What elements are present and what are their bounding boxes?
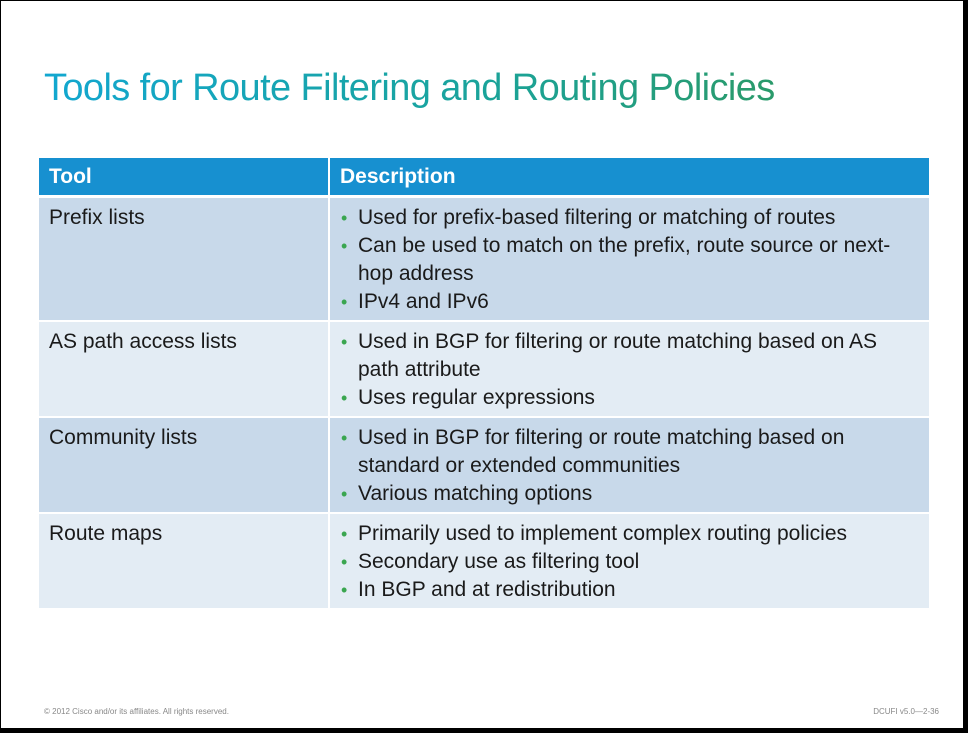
tool-name-route-maps: Route maps xyxy=(39,513,329,609)
list-item: • Secondary use as filtering tool xyxy=(340,548,919,576)
slide-title: Tools for Route Filtering and Routing Policies xyxy=(44,67,775,109)
table-row xyxy=(39,321,929,417)
description-list xyxy=(340,204,919,316)
header-description: Description xyxy=(329,158,929,197)
copyright-footer: © 2012 Cisco and/or its affiliates. All rights reserved. xyxy=(44,707,229,716)
description-list xyxy=(340,520,919,604)
tool-name-community-lists: Community lists xyxy=(39,417,329,513)
tool-name-as-path-access-lists: AS path access lists xyxy=(39,321,329,417)
tools-table xyxy=(39,158,929,610)
table-row xyxy=(39,513,929,609)
list-item: • Uses regular expressions xyxy=(340,384,919,412)
list-item: • IPv4 and IPv6 xyxy=(340,288,919,316)
header-tool: Tool xyxy=(39,158,329,197)
description-cell xyxy=(329,197,929,322)
list-item: • Used in BGP for filtering or route matching based on AS path attribute xyxy=(340,328,919,384)
list-item: • Used in BGP for filtering or route matching based on standard or extended communities xyxy=(340,424,919,480)
list-item: • Primarily used to implement complex routing policies xyxy=(340,520,919,548)
tool-name-prefix-lists: Prefix lists xyxy=(39,197,329,322)
list-item: • In BGP and at redistribution xyxy=(340,576,919,604)
table-row xyxy=(39,197,929,322)
list-item: • Various matching options xyxy=(340,480,919,508)
description-cell xyxy=(329,513,929,609)
description-list xyxy=(340,328,919,412)
table-header-row xyxy=(39,158,929,197)
list-item: • Can be used to match on the prefix, route source or next-hop address xyxy=(340,232,919,288)
description-cell xyxy=(329,417,929,513)
table-row xyxy=(39,417,929,513)
list-item: • Used for prefix-based filtering or matching of routes xyxy=(340,204,919,232)
description-cell xyxy=(329,321,929,417)
slide-number-footer: DCUFI v5.0—2-36 xyxy=(873,707,939,716)
description-list xyxy=(340,424,919,508)
